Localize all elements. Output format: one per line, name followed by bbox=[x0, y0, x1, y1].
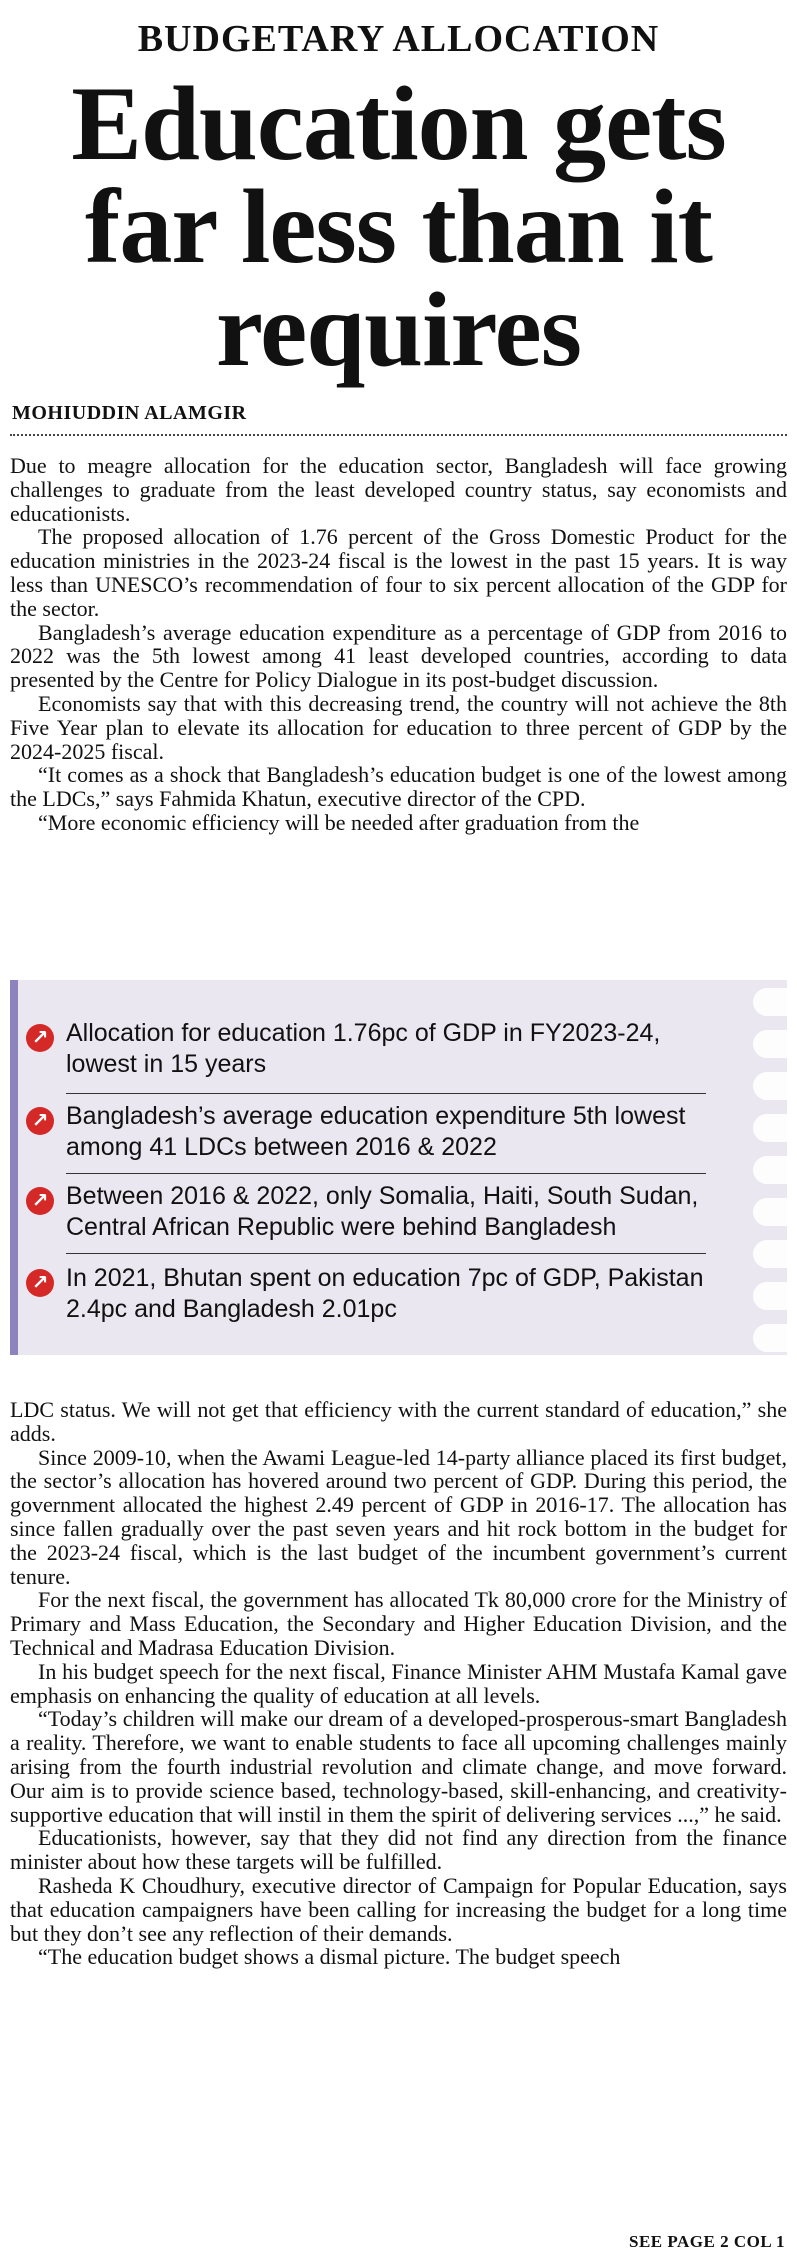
headline-line-3: requires bbox=[216, 271, 581, 388]
highlight-item bbox=[31, 1181, 706, 1243]
paragraph: “More economic efficiency will be needed after graduation from the bbox=[38, 809, 640, 835]
highlight-item bbox=[31, 1263, 706, 1325]
paragraph: Due to meagre allocation for the education sector, Bangladesh will face growing challenges to graduate from the least developed country status, say economists and educationists. bbox=[10, 453, 787, 526]
decorative-pill bbox=[753, 1198, 787, 1226]
kicker: BUDGETARY ALLOCATION bbox=[137, 18, 660, 60]
decorative-pill bbox=[753, 1324, 787, 1352]
paragraph: LDC status. We will not get that efficiency with the current standard of education,” she adds. bbox=[10, 1397, 787, 1446]
decorative-pill bbox=[753, 988, 787, 1016]
byline-divider bbox=[10, 434, 787, 436]
highlight-text: Between 2016 & 2022, only Somalia, Haiti, South Sudan, Central African Republic were behind Bangladesh bbox=[66, 1182, 699, 1241]
headline-line-1: Education gets bbox=[71, 65, 726, 182]
highlights-box bbox=[10, 980, 787, 1355]
arrow-up-right-icon: ↗ bbox=[26, 1269, 54, 1297]
article-body-bottom bbox=[10, 1398, 787, 1969]
paragraph: “The education budget shows a dismal picture. The budget speech bbox=[38, 1944, 621, 1970]
decorative-pill bbox=[753, 1030, 787, 1058]
headline-line-2: far less than it bbox=[85, 168, 712, 285]
paragraph: In his budget speech for the next fiscal, Finance Minister AHM Mustafa Kamal gave emphasis on enhancing the quality of education at all levels. bbox=[10, 1658, 787, 1708]
arrow-up-right-icon: ↗ bbox=[26, 1024, 54, 1052]
paragraph: The proposed allocation of 1.76 percent of the Gross Domestic Product for the education ministries in the 2023-24 fiscal is the lowest in the past 15 years. It is way less than UNESCO’s recommendation of four to six percent allocation of the GDP for the sector. bbox=[10, 524, 787, 621]
arrow-up-right-icon: ↗ bbox=[26, 1187, 54, 1215]
decorative-pill bbox=[753, 1282, 787, 1310]
paragraph: Bangladesh’s average education expenditure as a percentage of GDP from 2016 to 2022 was the 5th lowest among 41 least developed countries, according to data presented by the Centre for Policy Dialogue in its post-budget discussion. bbox=[10, 619, 787, 693]
paragraph: For the next fiscal, the government has allocated Tk 80,000 crore for the Ministry of Primary and Mass Education, the Secondary and Higher Education Division, and the Technical and Madrasa Education Division. bbox=[10, 1587, 787, 1660]
highlight-divider bbox=[66, 1253, 706, 1254]
highlight-item bbox=[31, 1018, 706, 1080]
paragraph: “It comes as a shock that Bangladesh’s education budget is one of the lowest among the LDCs,” says Fahmida Khatun, executive director of the CPD. bbox=[10, 762, 787, 812]
decorative-pill bbox=[753, 1156, 787, 1184]
decorative-pill bbox=[753, 1240, 787, 1268]
paragraph: Economists say that with this decreasing trend, the country will not achieve the 8th Five Year plan to elevate its allocation for education to three percent of GDP by the 2024-2025 fiscal. bbox=[10, 690, 787, 764]
highlight-divider bbox=[66, 1093, 706, 1094]
paragraph: Educationists, however, say that they did not find any direction from the finance minister about how these targets will be fulfilled. bbox=[10, 1825, 787, 1875]
continuation-note: SEE PAGE 2 COL 1 bbox=[629, 2232, 785, 2251]
arrow-up-right-icon: ↗ bbox=[26, 1107, 54, 1135]
highlight-text: In 2021, Bhutan spent on education 7pc of GDP, Pakistan 2.4pc and Bangladesh 2.01pc bbox=[66, 1264, 704, 1323]
decorative-pill bbox=[753, 1114, 787, 1142]
highlight-item bbox=[31, 1101, 706, 1163]
paragraph: Rasheda K Choudhury, executive director of Campaign for Popular Education, says that education campaigners have been calling for increasing the budget for a long time but they don’t see any reflection of their demands. bbox=[10, 1872, 787, 1946]
decorative-pill bbox=[753, 1072, 787, 1100]
article-body-top bbox=[10, 454, 787, 835]
paragraph: “Today’s children will make our dream of a developed-prosperous-smart Bangladesh a reality. Therefore, we want to enable students to face all upcoming challenges mainly arising from the fourth industrial revolution and climate change, and move forward. Our aim is to provide science based, technology-based, skill-enhancing, and creativity-supportive education that will instil in them the spirit of delivering services ...,” he said. bbox=[10, 1706, 787, 1827]
highlight-text: Bangladesh’s average education expenditure 5th lowest among 41 LDCs between 2016 & 2022 bbox=[66, 1102, 686, 1161]
byline: MOHIUDDIN ALAMGIR bbox=[12, 402, 247, 424]
paragraph: Since 2009-10, when the Awami League-led 14-party alliance placed its first budget, the sector’s allocation has hovered around two percent of GDP. During this period, the government allocated the highest 2.49 percent of GDP in 2016-17. The allocation has since fallen gradually over the past seven years and hit rock bottom in the budget for the 2023-24 fiscal, which is the last budget of the incumbent government’s current tenure. bbox=[10, 1444, 787, 1589]
highlight-divider bbox=[66, 1173, 706, 1174]
headline bbox=[0, 65, 797, 388]
highlight-text: Allocation for education 1.76pc of GDP in FY2023-24, lowest in 15 years bbox=[66, 1019, 661, 1078]
